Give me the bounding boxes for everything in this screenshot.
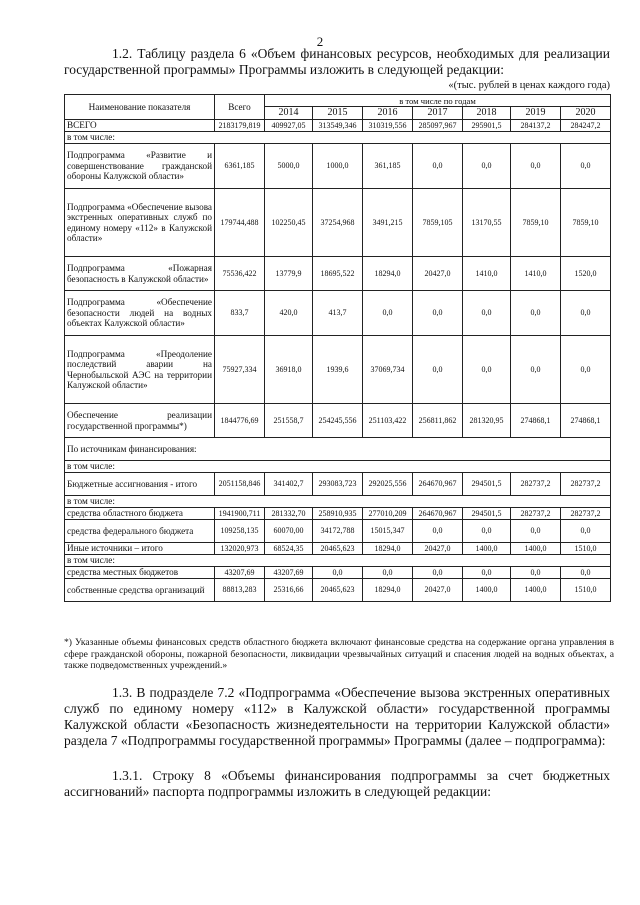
cell-year-2020: 0,0: [561, 291, 611, 336]
cell-year-2020: 282737,2: [561, 508, 611, 520]
cell-year-2016: 277010,209: [363, 508, 413, 520]
row-label: Бюджетные ассигнования - итого: [65, 473, 215, 496]
cell-total: 75536,422: [215, 257, 265, 291]
cell-total: 6361,185: [215, 144, 265, 189]
table-row: [65, 291, 611, 336]
table-row: [65, 508, 611, 520]
cell-year-2014: 36918,0: [265, 336, 313, 404]
cell-year-2020: 0,0: [561, 520, 611, 543]
cell-year-2017: 264670,967: [413, 508, 463, 520]
cell-year-2015: 20465,623: [313, 579, 363, 602]
year-2015: 2015: [313, 107, 363, 120]
cell-year-2020: 1510,0: [561, 543, 611, 555]
table-row: [65, 404, 611, 438]
table-row: [65, 579, 611, 602]
cell-year-2020: 0,0: [561, 336, 611, 404]
cell-year-2017: 20427,0: [413, 579, 463, 602]
cell-year-2014: 341402,7: [265, 473, 313, 496]
row-label: в том числе:: [65, 496, 611, 508]
year-2017: 2017: [413, 107, 463, 120]
cell-total: 132020,973: [215, 543, 265, 555]
cell-year-2014: 420,0: [265, 291, 313, 336]
table-row: [65, 496, 611, 508]
table-row: [65, 120, 611, 132]
table-row: [65, 461, 611, 473]
cell-year-2014: 409927,05: [265, 120, 313, 132]
year-2014: 2014: [265, 107, 313, 120]
cell-year-2020: 1520,0: [561, 257, 611, 291]
cell-year-2014: 43207,69: [265, 567, 313, 579]
cell-total: 2051158,846: [215, 473, 265, 496]
paragraph-1-3: 1.3. В подразделе 7.2 «Подпрограмма «Обеспечение вызова экстренных оперативных служб по единому номеру «112» в Калужской области» государственной программы Калужской области «Безопасность жизнедеятельности на территории Калужской области» раздела 7 «Подпрограммы государственной программы» Программы (далее – подпрограмма):: [64, 685, 610, 748]
row-label: Подпрограмма «Развитие и совершенствование гражданской обороны Калужской области»: [65, 144, 215, 189]
cell-year-2015: 1939,6: [313, 336, 363, 404]
cell-year-2019: 282737,2: [511, 473, 561, 496]
row-label: в том числе:: [65, 461, 611, 473]
cell-year-2016: 251103,422: [363, 404, 413, 438]
cell-year-2018: 0,0: [463, 336, 511, 404]
table-row: [65, 438, 611, 461]
row-label: ВСЕГО: [65, 120, 215, 132]
cell-year-2017: 0,0: [413, 144, 463, 189]
paragraph-1-3-1: 1.3.1. Строку 8 «Объемы финансирования подпрограммы за счет бюджетных ассигнований» паспорта подпрограммы изложить в следующей редакции:: [64, 768, 610, 799]
cell-year-2014: 5000,0: [265, 144, 313, 189]
cell-total: 109258,135: [215, 520, 265, 543]
cell-year-2018: 1400,0: [463, 543, 511, 555]
row-label: собственные средства организаций: [65, 579, 215, 602]
cell-year-2018: 1410,0: [463, 257, 511, 291]
cell-year-2017: 0,0: [413, 291, 463, 336]
cell-year-2016: 18294,0: [363, 543, 413, 555]
cell-year-2017: 20427,0: [413, 543, 463, 555]
cell-year-2019: 0,0: [511, 144, 561, 189]
cell-year-2014: 251558,7: [265, 404, 313, 438]
header-by-years: в том числе по годам: [265, 95, 611, 107]
cell-year-2019: 0,0: [511, 291, 561, 336]
header-total: Всего: [215, 95, 265, 120]
cell-year-2018: 13170,55: [463, 189, 511, 257]
cell-year-2016: 3491,215: [363, 189, 413, 257]
year-2016: 2016: [363, 107, 413, 120]
cell-year-2014: 25316,66: [265, 579, 313, 602]
cell-year-2020: 1510,0: [561, 579, 611, 602]
cell-year-2020: 274868,1: [561, 404, 611, 438]
row-label: Обеспечение реализации государственной программы*): [65, 404, 215, 438]
row-label: Иные источники – итого: [65, 543, 215, 555]
row-label: средства федерального бюджета: [65, 520, 215, 543]
cell-total: 179744,488: [215, 189, 265, 257]
cell-year-2015: 1000,0: [313, 144, 363, 189]
table-row: [65, 555, 611, 567]
cell-year-2018: 295901,5: [463, 120, 511, 132]
cell-year-2015: 37254,968: [313, 189, 363, 257]
cell-year-2019: 1410,0: [511, 257, 561, 291]
cell-year-2014: 68524,35: [265, 543, 313, 555]
table-body: [65, 120, 611, 602]
row-label: средства местных бюджетов: [65, 567, 215, 579]
paragraph-1-2: 1.2. Таблицу раздела 6 «Объем финансовых ресурсов, необходимых для реализации государственной программы» Программы изложить в следующей редакции:: [64, 46, 610, 77]
table-row: [65, 567, 611, 579]
cell-year-2017: 0,0: [413, 567, 463, 579]
cell-year-2016: 292025,556: [363, 473, 413, 496]
cell-year-2017: 285097,967: [413, 120, 463, 132]
cell-year-2018: 0,0: [463, 567, 511, 579]
cell-year-2018: 0,0: [463, 520, 511, 543]
cell-year-2014: 102250,45: [265, 189, 313, 257]
cell-year-2015: 258910,935: [313, 508, 363, 520]
row-label: в том числе:: [65, 132, 611, 144]
cell-year-2019: 0,0: [511, 336, 561, 404]
cell-total: 833,7: [215, 291, 265, 336]
cell-total: 2183179,819: [215, 120, 265, 132]
cell-year-2018: 0,0: [463, 144, 511, 189]
cell-year-2015: 34172,788: [313, 520, 363, 543]
cell-total: 75927,334: [215, 336, 265, 404]
cell-year-2020: 0,0: [561, 144, 611, 189]
cell-year-2015: 18695,522: [313, 257, 363, 291]
cell-total: 43207,69: [215, 567, 265, 579]
cell-year-2014: 60070,00: [265, 520, 313, 543]
table-row: [65, 132, 611, 144]
cell-year-2016: 18294,0: [363, 257, 413, 291]
row-label: Подпрограмма «Обеспечение вызова экстренных оперативных служб по единому номеру «112» в Калужской области»: [65, 189, 215, 257]
cell-year-2016: 18294,0: [363, 579, 413, 602]
table-row: [65, 336, 611, 404]
cell-year-2014: 281332,70: [265, 508, 313, 520]
table-row: [65, 520, 611, 543]
table-row: [65, 257, 611, 291]
header-name: Наименование показателя: [65, 95, 215, 120]
cell-year-2017: 256811,862: [413, 404, 463, 438]
cell-year-2020: 7859,10: [561, 189, 611, 257]
cell-year-2019: 0,0: [511, 520, 561, 543]
row-label: в том числе:: [65, 555, 611, 567]
cell-year-2019: 1400,0: [511, 543, 561, 555]
year-2018: 2018: [463, 107, 511, 120]
cell-year-2020: 282737,2: [561, 473, 611, 496]
cell-year-2016: 15015,347: [363, 520, 413, 543]
cell-year-2019: 7859,10: [511, 189, 561, 257]
cell-year-2015: 413,7: [313, 291, 363, 336]
row-label: По источникам финансирования:: [65, 438, 611, 461]
year-2019: 2019: [511, 107, 561, 120]
cell-year-2018: 294501,5: [463, 473, 511, 496]
cell-year-2016: 361,185: [363, 144, 413, 189]
cell-year-2018: 281320,95: [463, 404, 511, 438]
cell-year-2016: 0,0: [363, 567, 413, 579]
cell-year-2015: 254245,556: [313, 404, 363, 438]
table-row: [65, 473, 611, 496]
year-2020: 2020: [561, 107, 611, 120]
cell-year-2018: 0,0: [463, 291, 511, 336]
table-row: [65, 144, 611, 189]
row-label: средства областного бюджета: [65, 508, 215, 520]
cell-year-2019: 284137,2: [511, 120, 561, 132]
row-label: Подпрограмма «Обеспечение безопасности людей на водных объектах Калужской области»: [65, 291, 215, 336]
page-number: 2: [316, 34, 324, 49]
cell-year-2017: 0,0: [413, 336, 463, 404]
cell-year-2019: 282737,2: [511, 508, 561, 520]
cell-year-2015: 20465,623: [313, 543, 363, 555]
cell-year-2016: 310319,556: [363, 120, 413, 132]
cell-year-2019: 1400,0: [511, 579, 561, 602]
cell-total: 1941900,711: [215, 508, 265, 520]
cell-year-2018: 294501,5: [463, 508, 511, 520]
cell-year-2017: 0,0: [413, 520, 463, 543]
cell-year-2017: 264670,967: [413, 473, 463, 496]
table-row: [65, 543, 611, 555]
cell-year-2019: 0,0: [511, 567, 561, 579]
cell-year-2020: 284247,2: [561, 120, 611, 132]
cell-year-2016: 37069,734: [363, 336, 413, 404]
cell-year-2017: 20427,0: [413, 257, 463, 291]
unit-note: «(тыс. рублей в ценах каждого года): [448, 80, 610, 91]
cell-year-2020: 0,0: [561, 567, 611, 579]
cell-year-2018: 1400,0: [463, 579, 511, 602]
cell-total: 1844776,69: [215, 404, 265, 438]
row-label: Подпрограмма «Преодоление последствий аварии на Чернобыльской АЭС на территории Калужской области»: [65, 336, 215, 404]
cell-year-2015: 313549,346: [313, 120, 363, 132]
financing-table: [64, 94, 611, 602]
cell-year-2017: 7859,105: [413, 189, 463, 257]
cell-year-2015: 0,0: [313, 567, 363, 579]
cell-total: 88813,283: [215, 579, 265, 602]
cell-year-2019: 274868,1: [511, 404, 561, 438]
cell-year-2016: 0,0: [363, 291, 413, 336]
row-label: Подпрограмма «Пожарная безопасность в Калужской области»: [65, 257, 215, 291]
footnote: *) Указанные объемы финансовых средств областного бюджета включают финансовые средства на содержание органа управления в сфере гражданской обороны, пожарной безопасности, ликвидации чрезвычайных ситуаций и спасения людей на водных объектах, а также подведомственных учреждений.»: [64, 637, 614, 671]
cell-year-2015: 293083,723: [313, 473, 363, 496]
cell-year-2014: 13779,9: [265, 257, 313, 291]
table-row: [65, 189, 611, 257]
